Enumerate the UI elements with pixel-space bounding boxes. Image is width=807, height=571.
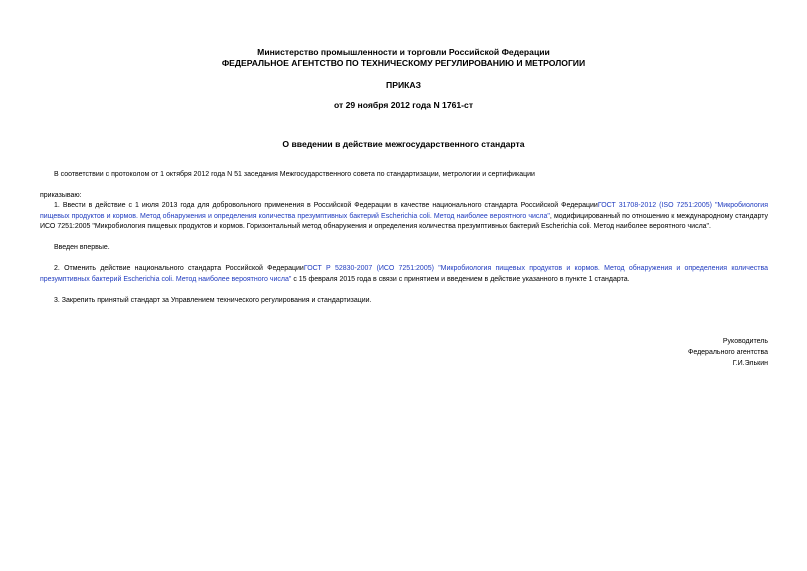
signatory-title-line-1: Руководитель: [722, 338, 768, 345]
signatory-name: Г.И.Элькин: [732, 360, 768, 367]
document-date-number: от 29 ноября 2012 года N 1761-ст: [333, 100, 474, 110]
item-3-paragraph: 3. Закрепить принятый стандарт за Управлением технического регулирования и стандартизации.: [54, 297, 372, 304]
document-type: ПРИКАЗ: [386, 80, 421, 90]
gost-r-52830-2007-link[interactable]: ГОСТ Р 52830-2007 (ИСО 7251:2005) "Микробиология пищевых продуктов и кормов. Метод обнаружения и определения количества презумптивных бактерий Escherichia coli. Метод наиболее вероятного числа": [40, 265, 768, 283]
item-2-text: 2. Отменить действие национального стандарта Российской Федерации: [54, 265, 304, 272]
item-1-text: 1. Ввести в действие с 1 июля 2013 года для добровольного применения в Российской Федерации в качестве национального стандарта Российской Федерации: [54, 202, 598, 209]
gost-31708-2012-link[interactable]: ГОСТ 31708-2012 (ISO 7251:2005) "Микробиология пищевых продуктов и кормов. Метод обнаружения и определения количества презумптивных бактерий Escherichia coli. Метод наиболее вероятного числа": [40, 202, 768, 220]
item-2-paragraph: [40, 264, 768, 285]
agency-name: ФЕДЕРАЛЬНОЕ АГЕНТСТВО ПО ТЕХНИЧЕСКОМУ РЕГУЛИРОВАНИЮ И МЕТРОЛОГИИ: [221, 58, 586, 68]
item-1-paragraph: [40, 201, 768, 233]
first-introduction-note: Введен впервые.: [54, 244, 110, 251]
order-word: приказываю:: [40, 192, 82, 199]
ministry-name: Министерство промышленности и торговли Российской Федерации: [257, 47, 550, 57]
signatory-title-line-2: Федерального агентства: [688, 349, 768, 356]
document-subject: О введении в действие межгосударственного стандарта: [282, 139, 525, 149]
intro-paragraph: В соответствии с протоколом от 1 октября 2012 года N 51 заседания Межгосударственного совета по стандартизации, метрологии и сертификации: [54, 171, 535, 178]
item-1-continuation: , модифицированный по отношению к международному стандарту ИСО 7251:2005 "Микробиология пищевых продуктов и кормов. Горизонтальный метод обнаружения и определения количества презумптивных бактерий Escherichia coli. Метод наиболее вероятного числа".: [40, 212, 768, 230]
item-2-continuation: с 15 февраля 2015 года в связи с принятием и введением в действие указанного в пункте 1 стандарта.: [291, 275, 630, 283]
